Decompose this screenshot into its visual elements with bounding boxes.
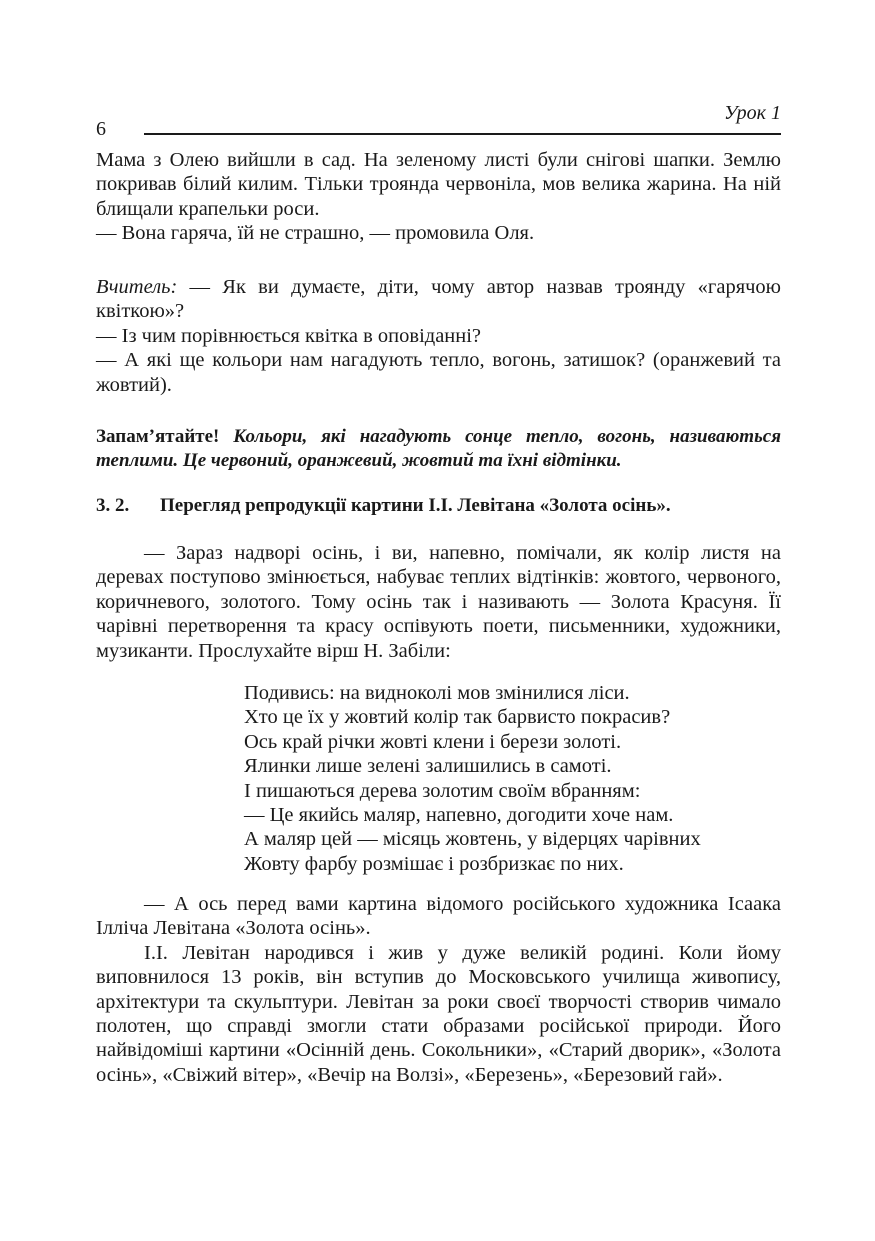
remember-text: Кольори, які нагадують сонце тепло, вогонь, називаються теплими. Це червоний, оранжевий, жовтий та їхні відтінки. bbox=[96, 426, 781, 471]
teacher-questions bbox=[96, 275, 781, 397]
section-title: Перегляд репродукції картини І.І. Левітана «Золота осінь». bbox=[160, 495, 671, 516]
poem-line: Хто це їх у жовтий колір так барвисто покрасив? bbox=[244, 706, 671, 729]
poem-line: Ялинки лише зелені залишились в самоті. bbox=[244, 755, 612, 778]
teacher-label: Вчитель: bbox=[96, 276, 178, 298]
poem-line: Подивись: на видноколі мов змінилися ліси. bbox=[244, 682, 630, 704]
page-number: 6 bbox=[96, 118, 106, 140]
poem-line: — Це якийсь маляр, напевно, догодити хоче нам. bbox=[244, 804, 674, 827]
poem bbox=[244, 681, 701, 876]
story-excerpt bbox=[96, 148, 781, 246]
remember-note bbox=[96, 425, 781, 473]
poem-line: Ось край річки жовті клени і берези золоті. bbox=[244, 730, 622, 753]
poem-line: І пишаються дерева золотим своїм вбранням: bbox=[244, 779, 641, 802]
closing-paragraph-1: — А ось перед вами картина відомого російського художника Ісаака Ілліча Левітана «Золота осінь». bbox=[96, 893, 781, 940]
page-header bbox=[96, 100, 781, 140]
lesson-title: Урок 1 bbox=[723, 102, 781, 124]
question-1: Вчитель: — Як ви думаєте, діти, чому автор назвав троянду «гарячою квіткою»? bbox=[96, 276, 781, 323]
story-dialogue: — Вона гаряча, їй не страшно, — промовила Оля. bbox=[96, 222, 535, 245]
poem-line: Жовту фарбу розмішає і розбризкає по них. bbox=[244, 852, 624, 875]
section-number: 3. 2. bbox=[96, 495, 130, 516]
remember-label: Запам’ятайте! bbox=[96, 426, 220, 447]
question-3: — А які ще кольори нам нагадують тепло, вогонь, затишок? (оранжевий та жовтий). bbox=[96, 349, 781, 396]
closing-paragraph-2: І.І. Левітан народився і жив у дуже великій родині. Коли йому виповнилося 13 років, він вступив до Московського училища живопису, архітектури та скульптури. Левітан за роки своєї творчості створив чимало полотен, що справді змогли стати образами російської природи. Його найвідоміші картини «Осінній день. Сокольники», «Старий дворик», «Золота осінь», «Свіжий вітер», «Вечір на Волзі», «Березень», «Березовий гай». bbox=[96, 941, 781, 1086]
poem-line: А маляр цей — місяць жовтень, у відерцях чарівних bbox=[244, 828, 701, 851]
section-heading bbox=[96, 495, 781, 517]
intro-paragraph: — Зараз надворі осінь, і ви, напевно, помічали, як колір листя на деревах поступово змінюється, набуває теплих відтінків: жовтого, червоного, коричневого, золотого. Тому осінь так і називають — Золота Красуня. Її чарівні перетворення та красу оспівують поети, письменники, художники, музиканти. Прослухайте вірш Н. Забіли: bbox=[96, 542, 781, 662]
header-rule bbox=[144, 133, 781, 135]
closing-text bbox=[96, 892, 781, 1087]
story-paragraph: Мама з Олею вийшли в сад. На зеленому листі були снігові шапки. Землю покривав білий килим. Тільки троянда червоніла, мов велика жарина. На ній блищали крапельки роси. bbox=[96, 149, 781, 220]
question-2: — Із чим порівнюється квітка в оповіданні? bbox=[96, 324, 482, 347]
